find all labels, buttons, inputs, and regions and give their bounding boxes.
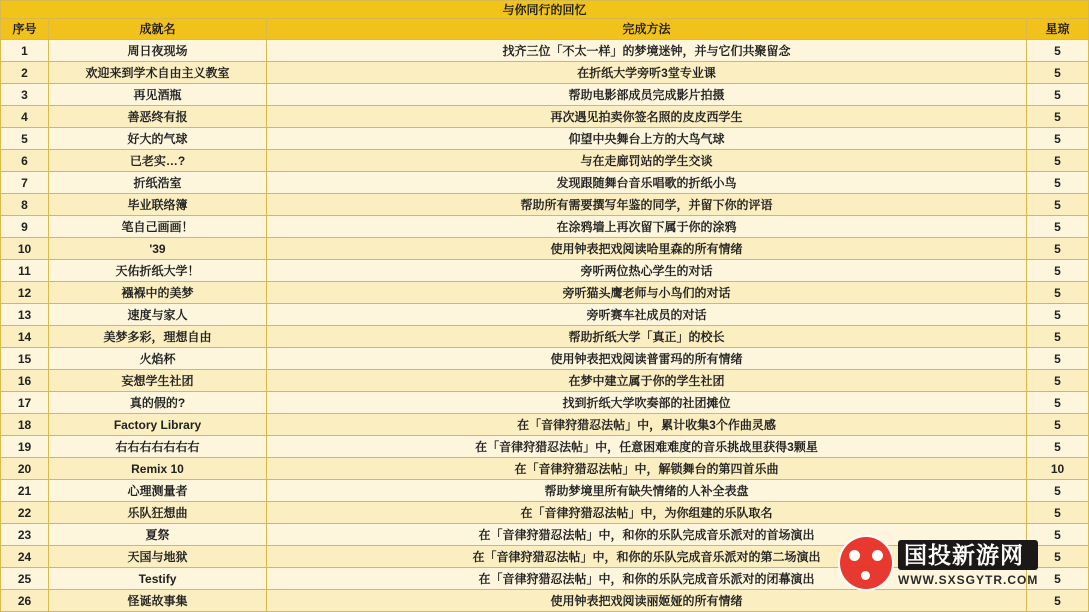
- achievement-name: 毕业联络簿: [49, 194, 267, 216]
- table-row: [1, 194, 1089, 216]
- achievement-reward: 5: [1027, 238, 1089, 260]
- row-index: 2: [1, 62, 49, 84]
- achievement-reward: 5: [1027, 392, 1089, 414]
- table-row: [1, 40, 1089, 62]
- achievement-reward: 5: [1027, 150, 1089, 172]
- achievement-name: 周日夜现场: [49, 40, 267, 62]
- column-header: 序号: [1, 19, 49, 40]
- achievement-reward: 5: [1027, 304, 1089, 326]
- table-row: [1, 282, 1089, 304]
- watermark-site-name: 国投新游网: [898, 540, 1038, 570]
- achievement-method: 使用钟表把戏阅读哈里森的所有情绪: [267, 238, 1027, 260]
- table-row: [1, 568, 1089, 590]
- row-index: 23: [1, 524, 49, 546]
- column-header: 星琼: [1027, 19, 1089, 40]
- table-row: [1, 128, 1089, 150]
- achievement-reward: 5: [1027, 502, 1089, 524]
- achievement-reward: 5: [1027, 480, 1089, 502]
- achievement-name: 怪诞故事集: [49, 590, 267, 612]
- row-index: 21: [1, 480, 49, 502]
- achievement-name: 火焰杯: [49, 348, 267, 370]
- achievement-method: 找齐三位「不太一样」的梦境迷钟，并与它们共聚留念: [267, 40, 1027, 62]
- table-title: 与你同行的回忆: [1, 1, 1089, 19]
- table-row: [1, 370, 1089, 392]
- row-index: 5: [1, 128, 49, 150]
- achievement-method: 与在走廊罚站的学生交谈: [267, 150, 1027, 172]
- achievement-method: 在梦中建立属于你的学生社团: [267, 370, 1027, 392]
- achievement-name: 真的假的?: [49, 392, 267, 414]
- table-row: [1, 348, 1089, 370]
- table-row: [1, 326, 1089, 348]
- achievement-name: 夏祭: [49, 524, 267, 546]
- row-index: 12: [1, 282, 49, 304]
- achievement-method: 再次遇见拍卖你签名照的皮皮西学生: [267, 106, 1027, 128]
- achievement-method: 使用钟表把戏阅读丽姬娅的所有情绪: [267, 590, 1027, 612]
- achievement-reward: 5: [1027, 524, 1089, 546]
- row-index: 7: [1, 172, 49, 194]
- table-row: [1, 238, 1089, 260]
- row-index: 15: [1, 348, 49, 370]
- achievement-method: 旁听两位热心学生的对话: [267, 260, 1027, 282]
- achievement-name: 襁褓中的美梦: [49, 282, 267, 304]
- achievement-name: 右右右右右右右: [49, 436, 267, 458]
- achievement-method: 在「音律狩猎忍法帖」中，为你组建的乐队取名: [267, 502, 1027, 524]
- table-row: [1, 458, 1089, 480]
- table-row: [1, 436, 1089, 458]
- table-row: [1, 590, 1089, 612]
- achievement-reward: 5: [1027, 62, 1089, 84]
- achievement-name: 妄想学生社团: [49, 370, 267, 392]
- achievement-method: 帮助梦境里所有缺失情绪的人补全表盘: [267, 480, 1027, 502]
- watermark-site-url: WWW.SXSGYTR.COM: [898, 572, 1039, 587]
- row-index: 14: [1, 326, 49, 348]
- table-row: [1, 62, 1089, 84]
- achievement-method: 使用钟表把戏阅读普雷玛的所有情绪: [267, 348, 1027, 370]
- achievement-method: 在涂鸦墙上再次留下属于你的涂鸦: [267, 216, 1027, 238]
- achievement-name: 天国与地狱: [49, 546, 267, 568]
- achievement-reward: 5: [1027, 546, 1089, 568]
- achievement-method: 在折纸大学旁听3堂专业课: [267, 62, 1027, 84]
- achievement-name: '39: [49, 238, 267, 260]
- table-row: [1, 172, 1089, 194]
- table-row: [1, 216, 1089, 238]
- achievement-method: 找到折纸大学吹奏部的社团摊位: [267, 392, 1027, 414]
- row-index: 26: [1, 590, 49, 612]
- achievement-method: 帮助电影部成员完成影片拍摄: [267, 84, 1027, 106]
- achievement-reward: 5: [1027, 216, 1089, 238]
- row-index: 24: [1, 546, 49, 568]
- table-row: [1, 414, 1089, 436]
- achievement-name: 折纸浩室: [49, 172, 267, 194]
- achievement-method: 在「音律狩猎忍法帖」中，解锁舞台的第四首乐曲: [267, 458, 1027, 480]
- achievement-method: 旁听猫头鹰老师与小鸟们的对话: [267, 282, 1027, 304]
- achievement-method: 仰望中央舞台上方的大鸟气球: [267, 128, 1027, 150]
- row-index: 18: [1, 414, 49, 436]
- row-index: 4: [1, 106, 49, 128]
- achievement-reward: 5: [1027, 84, 1089, 106]
- row-index: 6: [1, 150, 49, 172]
- row-index: 20: [1, 458, 49, 480]
- row-index: 11: [1, 260, 49, 282]
- row-index: 10: [1, 238, 49, 260]
- table-row: [1, 546, 1089, 568]
- achievement-reward: 5: [1027, 194, 1089, 216]
- achievement-reward: 5: [1027, 40, 1089, 62]
- achievement-name: 速度与家人: [49, 304, 267, 326]
- achievement-name: 欢迎来到学术自由主义教室: [49, 62, 267, 84]
- achievement-name: 天佑折纸大学！: [49, 260, 267, 282]
- achievement-method: 帮助所有需要撰写年鉴的同学，并留下你的评语: [267, 194, 1027, 216]
- row-index: 17: [1, 392, 49, 414]
- achievement-reward: 5: [1027, 326, 1089, 348]
- achievement-name: 好大的气球: [49, 128, 267, 150]
- achievement-name: 笔自己画画！: [49, 216, 267, 238]
- table-row: [1, 502, 1089, 524]
- row-index: 22: [1, 502, 49, 524]
- table-row: [1, 150, 1089, 172]
- achievement-method: 在「音律狩猎忍法帖」中，和你的乐队完成音乐派对的闭幕演出: [267, 568, 1027, 590]
- achievement-name: 再见酒瓶: [49, 84, 267, 106]
- table-row: [1, 392, 1089, 414]
- row-index: 8: [1, 194, 49, 216]
- row-index: 9: [1, 216, 49, 238]
- row-index: 16: [1, 370, 49, 392]
- achievement-reward: 5: [1027, 436, 1089, 458]
- achievement-method: 在「音律狩猎忍法帖」中，任意困难难度的音乐挑战里获得3颗星: [267, 436, 1027, 458]
- achievement-method: 旁听赛车社成员的对话: [267, 304, 1027, 326]
- achievement-method: 在「音律狩猎忍法帖」中，和你的乐队完成音乐派对的第二场演出: [267, 546, 1027, 568]
- achievement-name: 美梦多彩，理想自由: [49, 326, 267, 348]
- table-row: [1, 304, 1089, 326]
- row-index: 13: [1, 304, 49, 326]
- table-row: [1, 480, 1089, 502]
- table-row: [1, 106, 1089, 128]
- achievement-name: 善恶终有报: [49, 106, 267, 128]
- achievement-name: 乐队狂想曲: [49, 502, 267, 524]
- table-row: [1, 260, 1089, 282]
- achievement-reward: 5: [1027, 568, 1089, 590]
- achievement-reward: 5: [1027, 260, 1089, 282]
- column-header: 完成方法: [267, 19, 1027, 40]
- table-header-row: [1, 19, 1089, 40]
- achievement-reward: 10: [1027, 458, 1089, 480]
- achievement-reward: 5: [1027, 106, 1089, 128]
- row-index: 3: [1, 84, 49, 106]
- achievement-name: Factory Library: [49, 414, 267, 436]
- achievement-method: 帮助折纸大学「真正」的校长: [267, 326, 1027, 348]
- achievement-name: Remix 10: [49, 458, 267, 480]
- table-row: [1, 524, 1089, 546]
- achievement-reward: 5: [1027, 172, 1089, 194]
- column-header: 成就名: [49, 19, 267, 40]
- achievement-method: 在「音律狩猎忍法帖」中，和你的乐队完成音乐派对的首场演出: [267, 524, 1027, 546]
- achievement-reward: 5: [1027, 414, 1089, 436]
- achievement-name: 心理测量者: [49, 480, 267, 502]
- achievement-reward: 5: [1027, 370, 1089, 392]
- row-index: 19: [1, 436, 49, 458]
- row-index: 1: [1, 40, 49, 62]
- row-index: 25: [1, 568, 49, 590]
- table-title-row: [1, 1, 1089, 19]
- table-row: [1, 84, 1089, 106]
- achievement-reward: 5: [1027, 282, 1089, 304]
- achievement-reward: 5: [1027, 348, 1089, 370]
- achievement-name: Testify: [49, 568, 267, 590]
- achievement-method: 在「音律狩猎忍法帖」中，累计收集3个作曲灵感: [267, 414, 1027, 436]
- achievement-name: 已老实…?: [49, 150, 267, 172]
- achievement-reward: 5: [1027, 590, 1089, 612]
- achievement-method: 发现跟随舞台音乐唱歌的折纸小鸟: [267, 172, 1027, 194]
- achievement-reward: 5: [1027, 128, 1089, 150]
